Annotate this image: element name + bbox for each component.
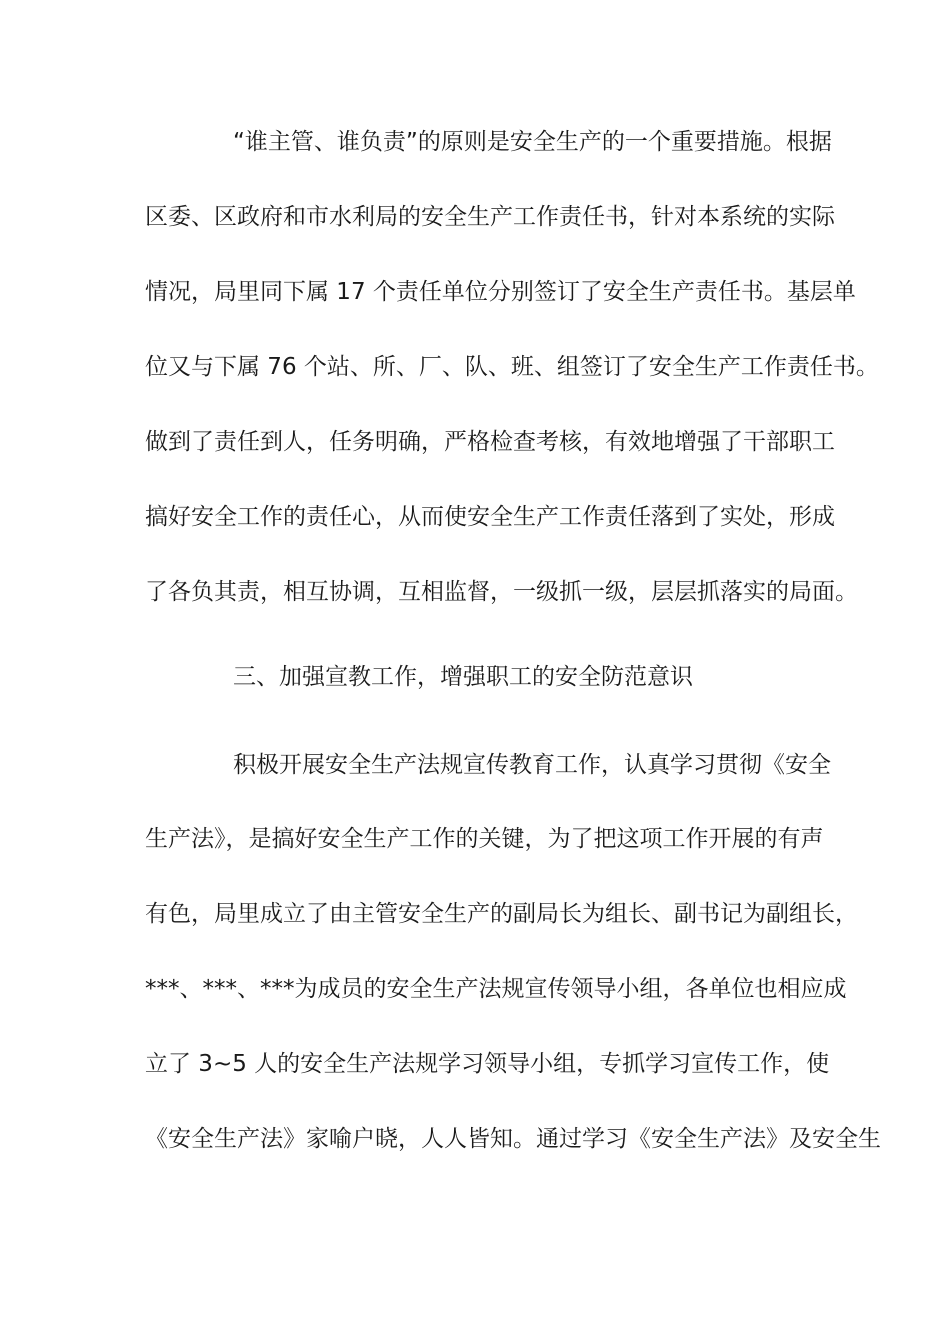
- paragraph-1-line-1: “谁主管、谁负责”的原则是安全生产的一个重要措施。根据: [233, 129, 832, 155]
- paragraph-2-line-1: 积极开展安全生产法规宣传教育工作，认真学习贯彻《安全: [233, 752, 831, 778]
- paragraph-1-line-4: 位又与下属 76 个站、所、厂、队、班、组签订了安全生产工作责任书。: [145, 354, 879, 380]
- paragraph-2-line-3: 有色，局里成立了由主管安全生产的副局长为组长、副书记为副组长，: [145, 901, 858, 927]
- paragraph-1-line-2: 区委、区政府和市水利局的安全生产工作责任书，针对本系统的实际: [145, 204, 835, 230]
- paragraph-1-line-3: 情况，局里同下属 17 个责任单位分别签订了安全生产责任书。基层单: [145, 279, 856, 305]
- paragraph-1-line-6: 搞好安全工作的责任心，从而使安全生产工作责任落到了实处，形成: [145, 504, 835, 530]
- paragraph-1-line-7: 了各负其责，相互协调，互相监督，一级抓一级，层层抓落实的局面。: [145, 579, 858, 605]
- section-heading: 三、加强宣教工作，增强职工的安全防范意识: [233, 664, 693, 690]
- paragraph-2-line-2: 生产法》，是搞好安全生产工作的关键，为了把这项工作开展的有声: [145, 826, 824, 852]
- paragraph-2-line-5: 立了 3~5 人的安全生产法规学习领导小组，专抓学习宣传工作，使: [145, 1051, 830, 1077]
- paragraph-2-line-4: ***、***、***为成员的安全生产法规宣传领导小组，各单位也相应成: [145, 976, 847, 1002]
- paragraph-1-line-5: 做到了责任到人，任务明确，严格检查考核，有效地增强了干部职工: [145, 429, 835, 455]
- paragraph-2-line-6: 《安全生产法》家喻户晓，人人皆知。通过学习《安全生产法》及安全生: [145, 1126, 881, 1152]
